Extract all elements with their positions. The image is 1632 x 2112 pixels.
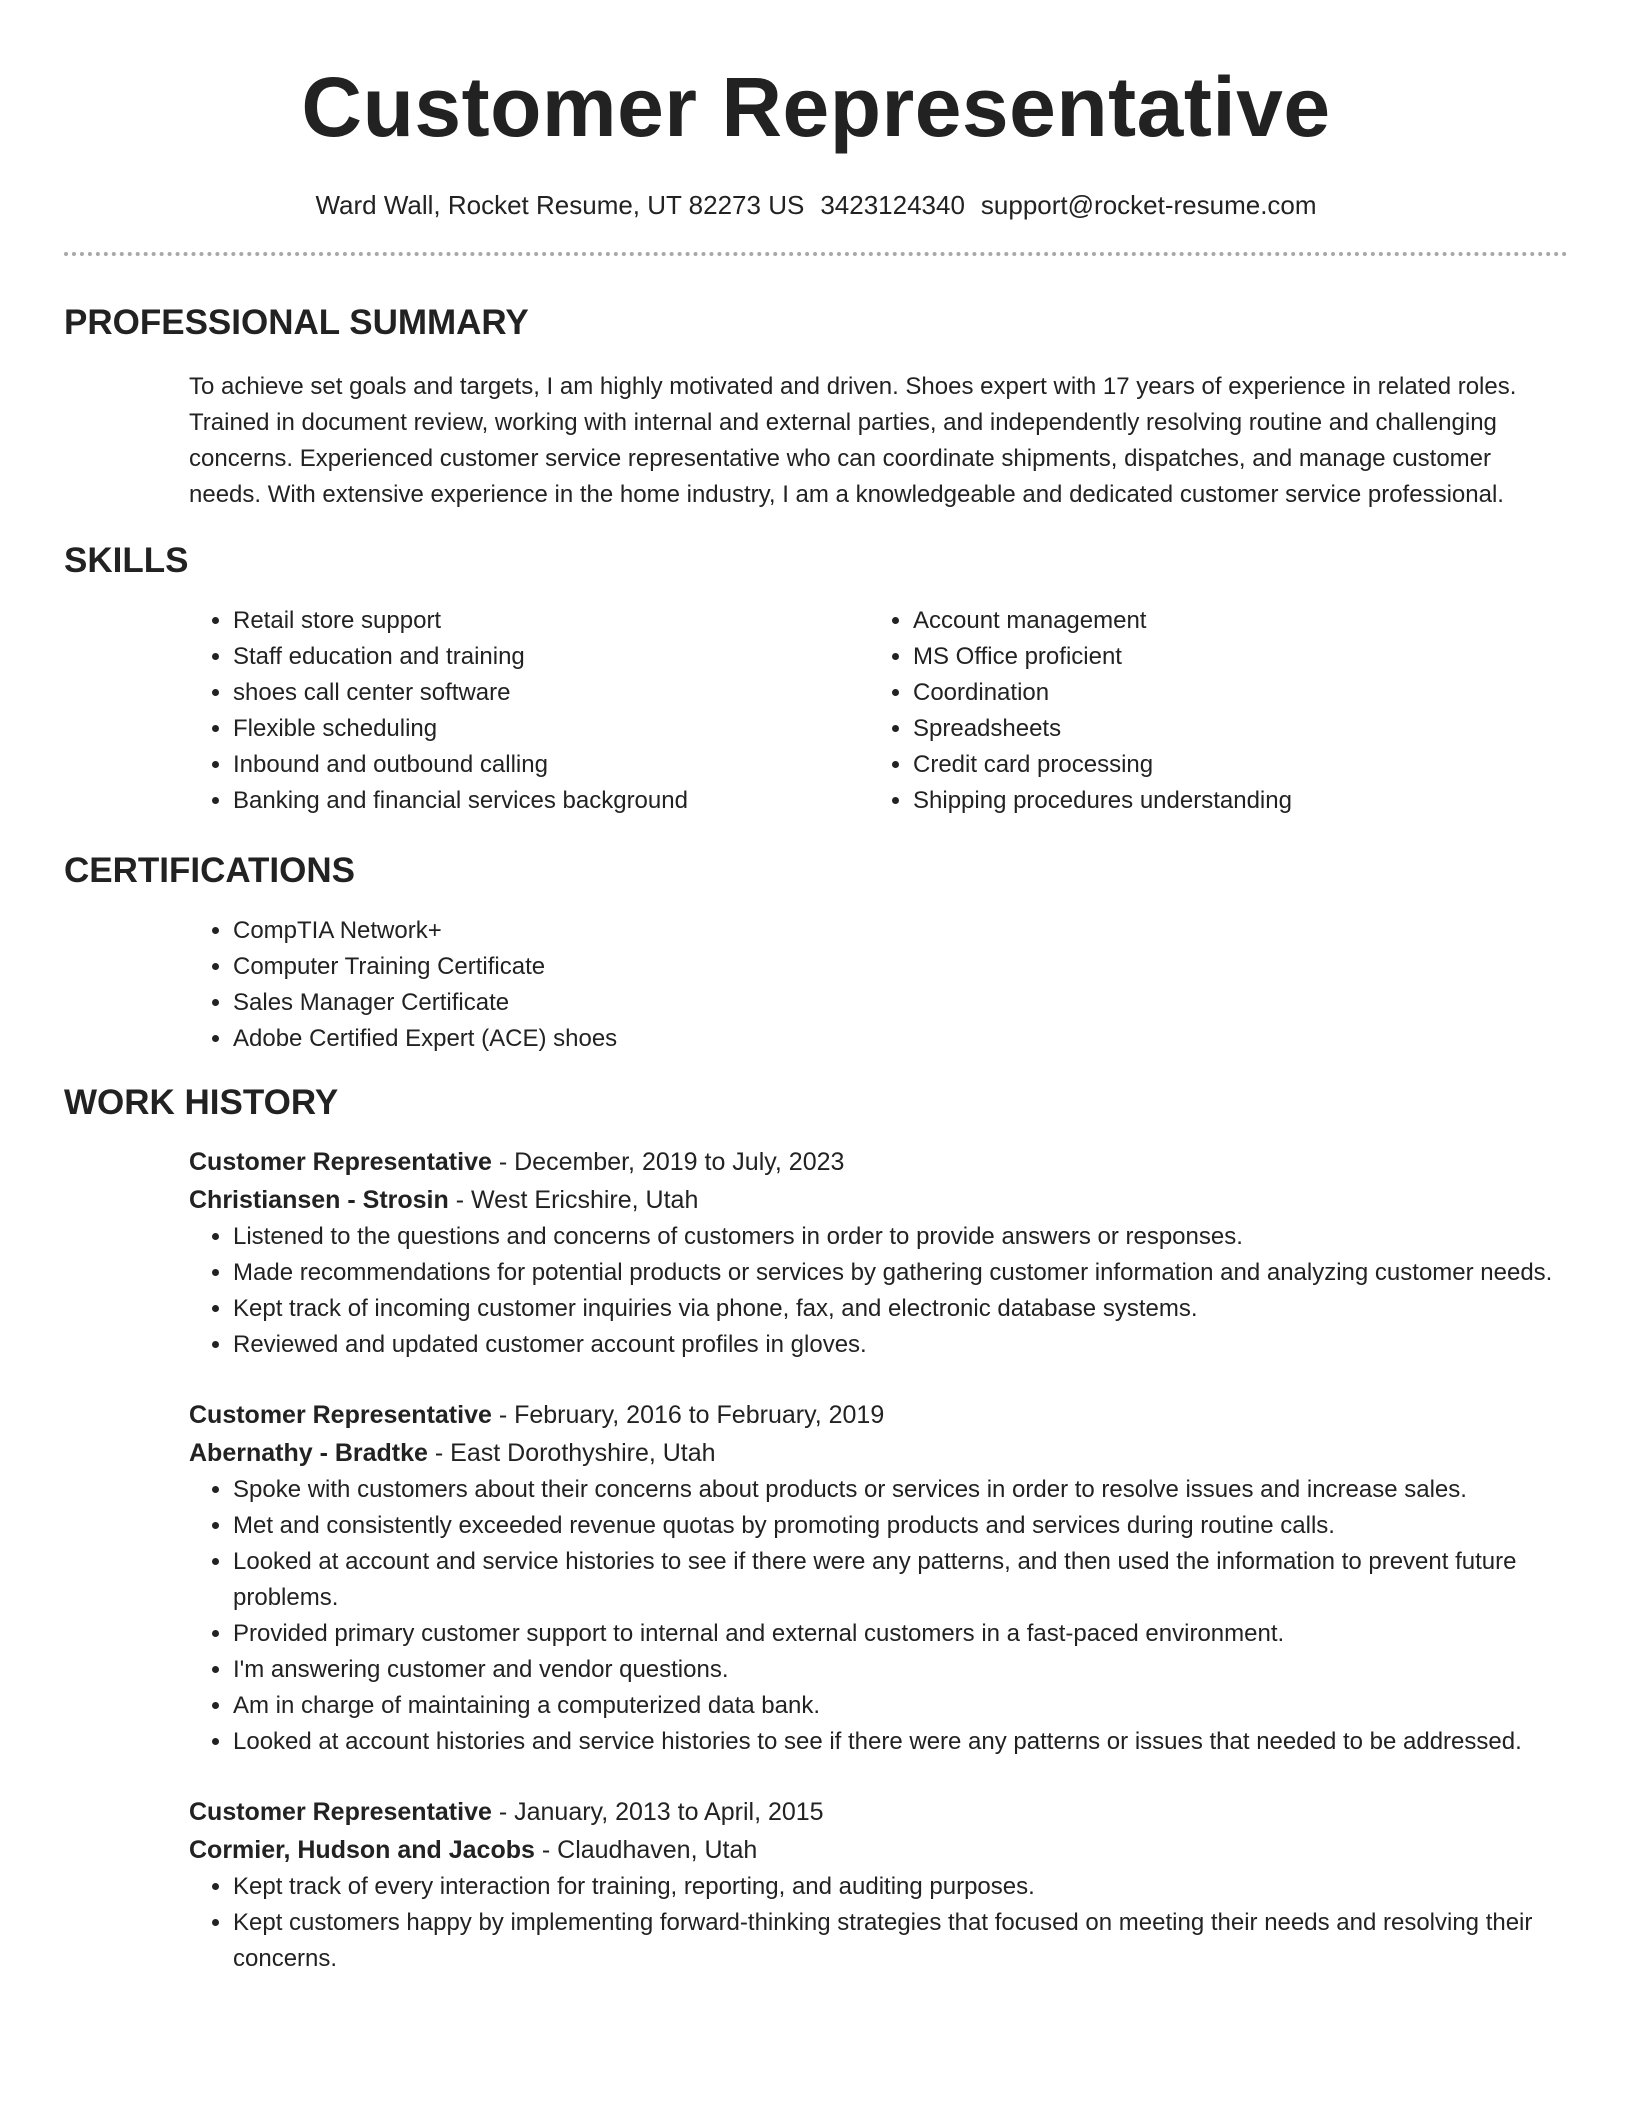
job-duty-item: • I'm answering customer and vendor questions. xyxy=(233,1652,1568,1688)
skill-item: • Spreadsheets xyxy=(913,711,1549,747)
job-entry xyxy=(64,1143,1568,1363)
job-duty-item: • Looked at account histories and service histories to see if there were any patterns or issues that needed to be addressed. xyxy=(233,1724,1568,1760)
contact-phone: 3423124340 xyxy=(820,190,965,220)
job-title-line xyxy=(189,1793,1568,1831)
job-role: Customer Representative xyxy=(189,1401,492,1429)
job-dates: - January, 2013 to April, 2015 xyxy=(491,1798,824,1826)
job-company: Abernathy - Bradtke xyxy=(189,1439,428,1467)
job-location: - Claudhaven, Utah xyxy=(534,1836,758,1864)
job-role: Customer Representative xyxy=(189,1148,492,1176)
job-duty-item: • Provided primary customer support to internal and external customers in a fast-paced environment. xyxy=(233,1616,1568,1652)
job-duty-item: • Looked at account and service histories to see if there were any patterns, and then used the information to prevent future problems. xyxy=(233,1544,1568,1616)
job-duties-list xyxy=(189,1472,1568,1760)
certifications-list xyxy=(64,913,1568,1057)
certification-item: • Sales Manager Certificate xyxy=(233,985,1568,1021)
job-role: Customer Representative xyxy=(189,1798,492,1826)
certifications-section xyxy=(64,849,1568,1057)
section-title-summary: PROFESSIONAL SUMMARY xyxy=(64,303,529,342)
contact-email[interactable]: support@rocket-resume.com xyxy=(980,190,1317,220)
skills-column-left xyxy=(189,603,869,819)
job-duty-item: • Kept track of every interaction for training, reporting, and auditing purposes. xyxy=(233,1869,1568,1905)
job-company-line xyxy=(189,1434,1568,1472)
certification-item: • Computer Training Certificate xyxy=(233,949,1568,985)
summary-text: To achieve set goals and targets, I am highly motivated and driven. Shoes expert with 17 years of experience in related roles. Trained in document review, working with internal and external parties, and independently resolving routine and challenging concerns. Experienced customer service representative who can coordinate shipments, dispatches, and manage customer needs. With extensive experience in the home industry, I am a knowledgeable and dedicated customer service professional. xyxy=(189,373,1517,508)
job-duty-item: • Made recommendations for potential products or services by gathering customer information and analyzing customer needs. xyxy=(233,1255,1568,1291)
skill-item: • Inbound and outbound calling xyxy=(233,747,869,783)
job-duty-item: • Am in charge of maintaining a computerized data bank. xyxy=(233,1688,1568,1724)
job-entry xyxy=(64,1793,1568,1977)
skill-item: • Account management xyxy=(913,603,1549,639)
skills-columns xyxy=(64,603,1568,819)
job-location: - West Ericshire, Utah xyxy=(448,1186,699,1214)
job-duty-item: • Spoke with customers about their concerns about products or services in order to resolve issues and increase sales. xyxy=(233,1472,1568,1508)
skill-item: • Shipping procedures understanding xyxy=(913,783,1549,819)
skills-list-left xyxy=(189,603,869,819)
skill-item: • MS Office proficient xyxy=(913,639,1549,675)
section-title-work-history: WORK HISTORY xyxy=(64,1083,339,1122)
job-location: - East Dorothyshire, Utah xyxy=(427,1439,716,1467)
skills-list-right xyxy=(869,603,1549,819)
job-duty-item: • Kept customers happy by implementing forward-thinking strategies that focused on meeting their needs and resolving their concerns. xyxy=(233,1905,1568,1977)
job-title-line xyxy=(189,1396,1568,1434)
job-duty-item: • Listened to the questions and concerns of customers in order to provide answers or responses. xyxy=(233,1219,1568,1255)
job-duties-list xyxy=(189,1219,1568,1363)
section-title-skills: SKILLS xyxy=(64,541,189,580)
job-company: Christiansen - Strosin xyxy=(189,1186,449,1214)
job-duty-item: • Kept track of incoming customer inquiries via phone, fax, and electronic database systems. xyxy=(233,1291,1568,1327)
header-divider xyxy=(64,252,1568,256)
skill-item: • Staff education and training xyxy=(233,639,869,675)
skill-item: • Credit card processing xyxy=(913,747,1549,783)
skill-item: • Banking and financial services background xyxy=(233,783,869,819)
job-dates: - December, 2019 to July, 2023 xyxy=(491,1148,845,1176)
job-company: Cormier, Hudson and Jacobs xyxy=(189,1836,535,1864)
skill-item: • Retail store support xyxy=(233,603,869,639)
skills-column-right xyxy=(869,603,1549,819)
summary-section xyxy=(64,301,1568,513)
job-dates: - February, 2016 to February, 2019 xyxy=(491,1401,885,1429)
resume-name: Customer Representative xyxy=(301,60,1331,154)
contact-line xyxy=(64,188,1568,222)
work-history-section xyxy=(64,1081,1568,1977)
job-company-line xyxy=(189,1181,1568,1219)
job-duty-item: • Met and consistently exceeded revenue quotas by promoting products and services during routine calls. xyxy=(233,1508,1568,1544)
job-company-line xyxy=(189,1831,1568,1869)
job-duty-item: • Reviewed and updated customer account profiles in gloves. xyxy=(233,1327,1568,1363)
skill-item: • Flexible scheduling xyxy=(233,711,869,747)
section-title-certifications: CERTIFICATIONS xyxy=(64,851,356,890)
job-title-line xyxy=(189,1143,1568,1181)
job-entry xyxy=(64,1396,1568,1760)
skill-item: • shoes call center software xyxy=(233,675,869,711)
certification-item: • CompTIA Network+ xyxy=(233,913,1568,949)
certification-item: • Adobe Certified Expert (ACE) shoes xyxy=(233,1021,1568,1057)
contact-address: Ward Wall, Rocket Resume, UT 82273 US xyxy=(315,190,805,220)
job-duties-list xyxy=(189,1869,1568,1977)
skills-section xyxy=(64,539,1568,819)
skill-item: • Coordination xyxy=(913,675,1549,711)
